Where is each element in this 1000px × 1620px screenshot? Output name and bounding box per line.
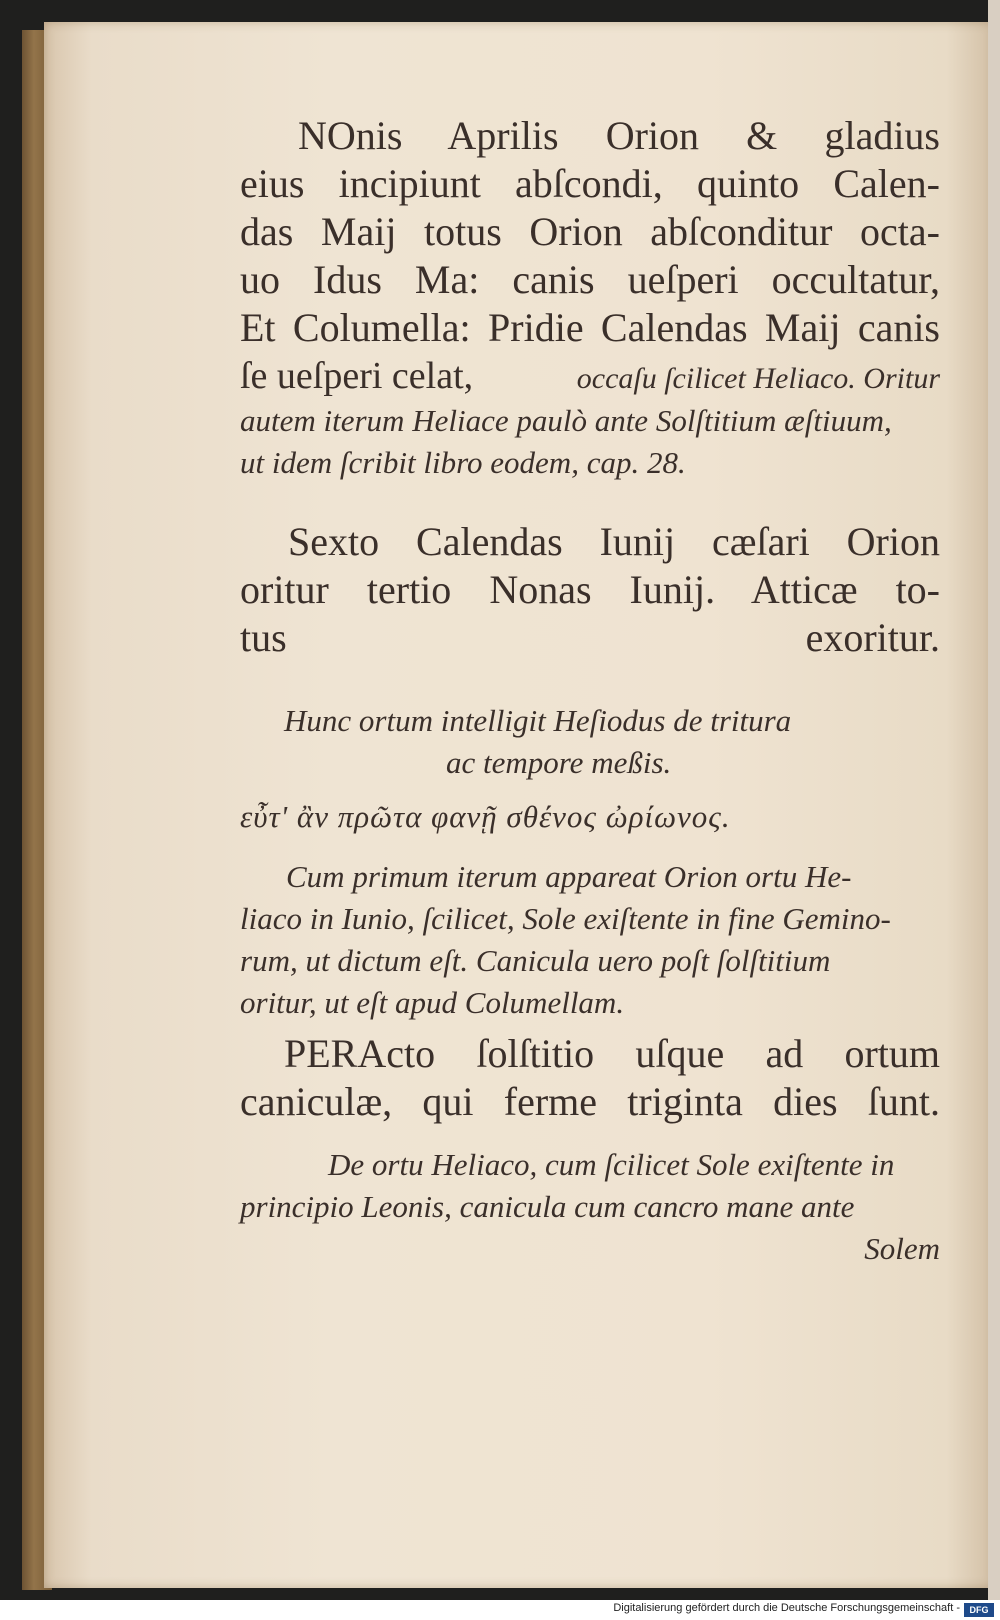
paragraph-1-line-7: autem iterum Heliace paulò ante Solſtitium æſtiuum,: [240, 403, 892, 438]
paragraph-2-line-2: oritur tertio Nonas Iunij. Atticæ to-: [240, 567, 940, 612]
paragraph-1-line-3: das Maij totus Orion abſconditur octa-: [240, 209, 940, 254]
paragraph-2: [240, 518, 940, 662]
paragraph-1-line-5: Et Columella: Pridie Calendas Maij canis: [240, 305, 940, 350]
paragraph-1-line-1: NOnis Aprilis Orion & gladius: [298, 113, 940, 158]
paragraph-1-line-8: ut idem ſcribit libro eodem, cap. 28.: [240, 445, 686, 480]
paragraph-2-line-3: tus exoritur.: [240, 615, 940, 660]
paragraph-3-line-2: caniculæ, qui ferme triginta dies ſunt.: [240, 1079, 940, 1124]
commentary-2: [240, 856, 940, 1024]
commentary-3-line-1: De ortu Heliaco, cum ſcilicet Sole exiſtente in: [328, 1147, 895, 1182]
commentary-1-line-1: Hunc ortum intelligit Heſiodus de tritura: [284, 703, 792, 738]
commentary-2-line-1: Cum primum iterum appareat Orion ortu He-: [286, 859, 852, 894]
greek-verse: [240, 796, 940, 838]
page-right-margin: [988, 0, 1000, 1600]
funding-notice: Digitalisierung gefördert durch die Deutsche Forschungsgemeinschaft -: [613, 1602, 960, 1614]
commentary-2-line-2: liaco in Iunio, ſcilicet, Sole exiſtente in fine Gemino-: [240, 901, 891, 936]
paragraph-2-line-1: Sexto Calendas Iunij cæſari Orion: [288, 519, 940, 564]
dfg-logo: DFG: [964, 1603, 994, 1617]
commentary-1-line-2: ac tempore meßis.: [446, 745, 672, 780]
greek-verse-text: εὖτ' ἂν πρῶτα φανῇ σθένος ὠρίωνος.: [240, 799, 731, 834]
paragraph-3: [240, 1030, 940, 1126]
paragraph-1: [240, 112, 940, 352]
footer-bar: [0, 1600, 1000, 1620]
paragraph-1-line-6-roman: ſe ueſperi celat,: [240, 355, 474, 397]
commentary-3-line-2: principio Leonis, canicula cum cancro mane ante: [240, 1189, 855, 1224]
paragraph-1-line-2: eius incipiunt abſcondi, quinto Calen-: [240, 161, 940, 206]
catchword: Solem: [864, 1231, 940, 1266]
paragraph-1-line-6-italic: occaſu ſcilicet Heliaco. Oritur: [576, 362, 940, 395]
paragraph-1-line-6: [240, 352, 940, 403]
commentary-1: [240, 700, 940, 784]
commentary-2-line-3: rum, ut dictum eſt. Canicula uero poſt ſolſtitium: [240, 943, 831, 978]
paragraph-1-line-4: uo Idus Ma: canis ueſperi occultatur,: [240, 257, 940, 302]
commentary-3: [240, 1144, 940, 1270]
paragraph-1-italic-continuation: [240, 400, 940, 484]
paragraph-3-line-1: PERActo ſolſtitio uſque ad ortum: [284, 1031, 940, 1076]
commentary-2-line-4: oritur, ut eſt apud Columellam.: [240, 985, 625, 1020]
